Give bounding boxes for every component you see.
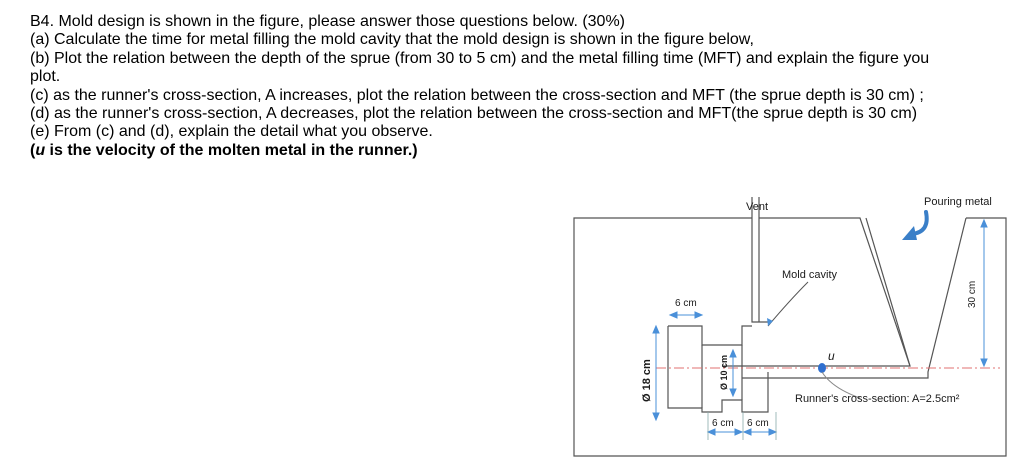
note-open-paren: ( <box>30 141 36 159</box>
runner-cross-section-label: Runner's cross-section: A=2.5cm² <box>795 393 960 405</box>
question-part-a: (a) Calculate the time for metal filling the mold cavity that the mold design is shown in the figure below, <box>30 31 754 49</box>
mold-cavity-label: Mold cavity <box>782 269 838 281</box>
riser-height-label: Ø 18 cm <box>641 359 653 402</box>
sprue-right-wall <box>742 218 966 378</box>
mold-outer-frame <box>574 218 1006 456</box>
question-part-b: (b) Plot the relation between the depth of the sprue (from 30 to 5 cm) and the metal filling time (MFT) and explain the figure you <box>30 49 930 67</box>
bottom-dim-arrow-3 <box>744 429 751 435</box>
riser-width-label: 6 cm <box>675 298 697 309</box>
sprue-left-wall <box>866 218 910 366</box>
question-part-b-continued: plot. <box>30 68 61 86</box>
neck-arrow-bottom <box>730 389 736 396</box>
note-velocity-symbol: u <box>35 141 46 159</box>
question-title: B4. Mold design is shown in the figure, please answer those questions below. (30%) <box>30 13 626 30</box>
mold-cavity-outline <box>722 218 910 366</box>
bottom-left-dim-label: 6 cm <box>712 418 734 429</box>
mold-cavity-leader <box>768 282 808 326</box>
vent-label: Vent <box>746 201 769 213</box>
pouring-metal-label: Pouring metal <box>924 196 992 208</box>
bottom-dim-arrow-1 <box>708 429 715 435</box>
question-part-e: (e) From (c) and (d), explain the detail what you observe. <box>30 123 433 141</box>
neck-arrow-top <box>730 350 736 357</box>
pouring-metal-arrowhead <box>902 226 917 240</box>
question-part-c: (c) as the runner's cross-section, A increases, plot the relation between the cross-section and MFT (the sprue depth is 30 cm) ; <box>30 86 924 104</box>
sprue-depth-arrow-bottom <box>981 359 987 366</box>
neck-label: Ø 10 cm <box>719 354 729 390</box>
riser-height-arrow-bottom <box>653 413 659 420</box>
velocity-label: u <box>828 349 835 363</box>
mold-cavity-leader-arrow <box>767 318 773 326</box>
riser-height-arrow-top <box>653 326 659 333</box>
sprue-depth-arrow-top <box>981 220 987 227</box>
riser-width-arrow-left <box>670 312 677 318</box>
riser-outline <box>668 326 768 412</box>
riser-width-arrow-right <box>695 312 702 318</box>
note-text: is the velocity of the molten metal in the runner.) <box>45 141 418 159</box>
bottom-dim-arrow-2 <box>735 429 742 435</box>
riser-top-outline <box>668 326 752 345</box>
bottom-dim-arrow-4 <box>769 429 776 435</box>
bottom-right-dim-label: 6 cm <box>747 418 769 429</box>
question-part-d: (d) as the runner's cross-section, A decreases, plot the relation between the cross-section and MFT(the sprue depth is 30 cm) <box>30 105 918 123</box>
vent-left-wall <box>752 197 770 322</box>
runner-velocity-dot <box>818 363 826 373</box>
sprue-depth-label: 30 cm <box>967 280 978 308</box>
